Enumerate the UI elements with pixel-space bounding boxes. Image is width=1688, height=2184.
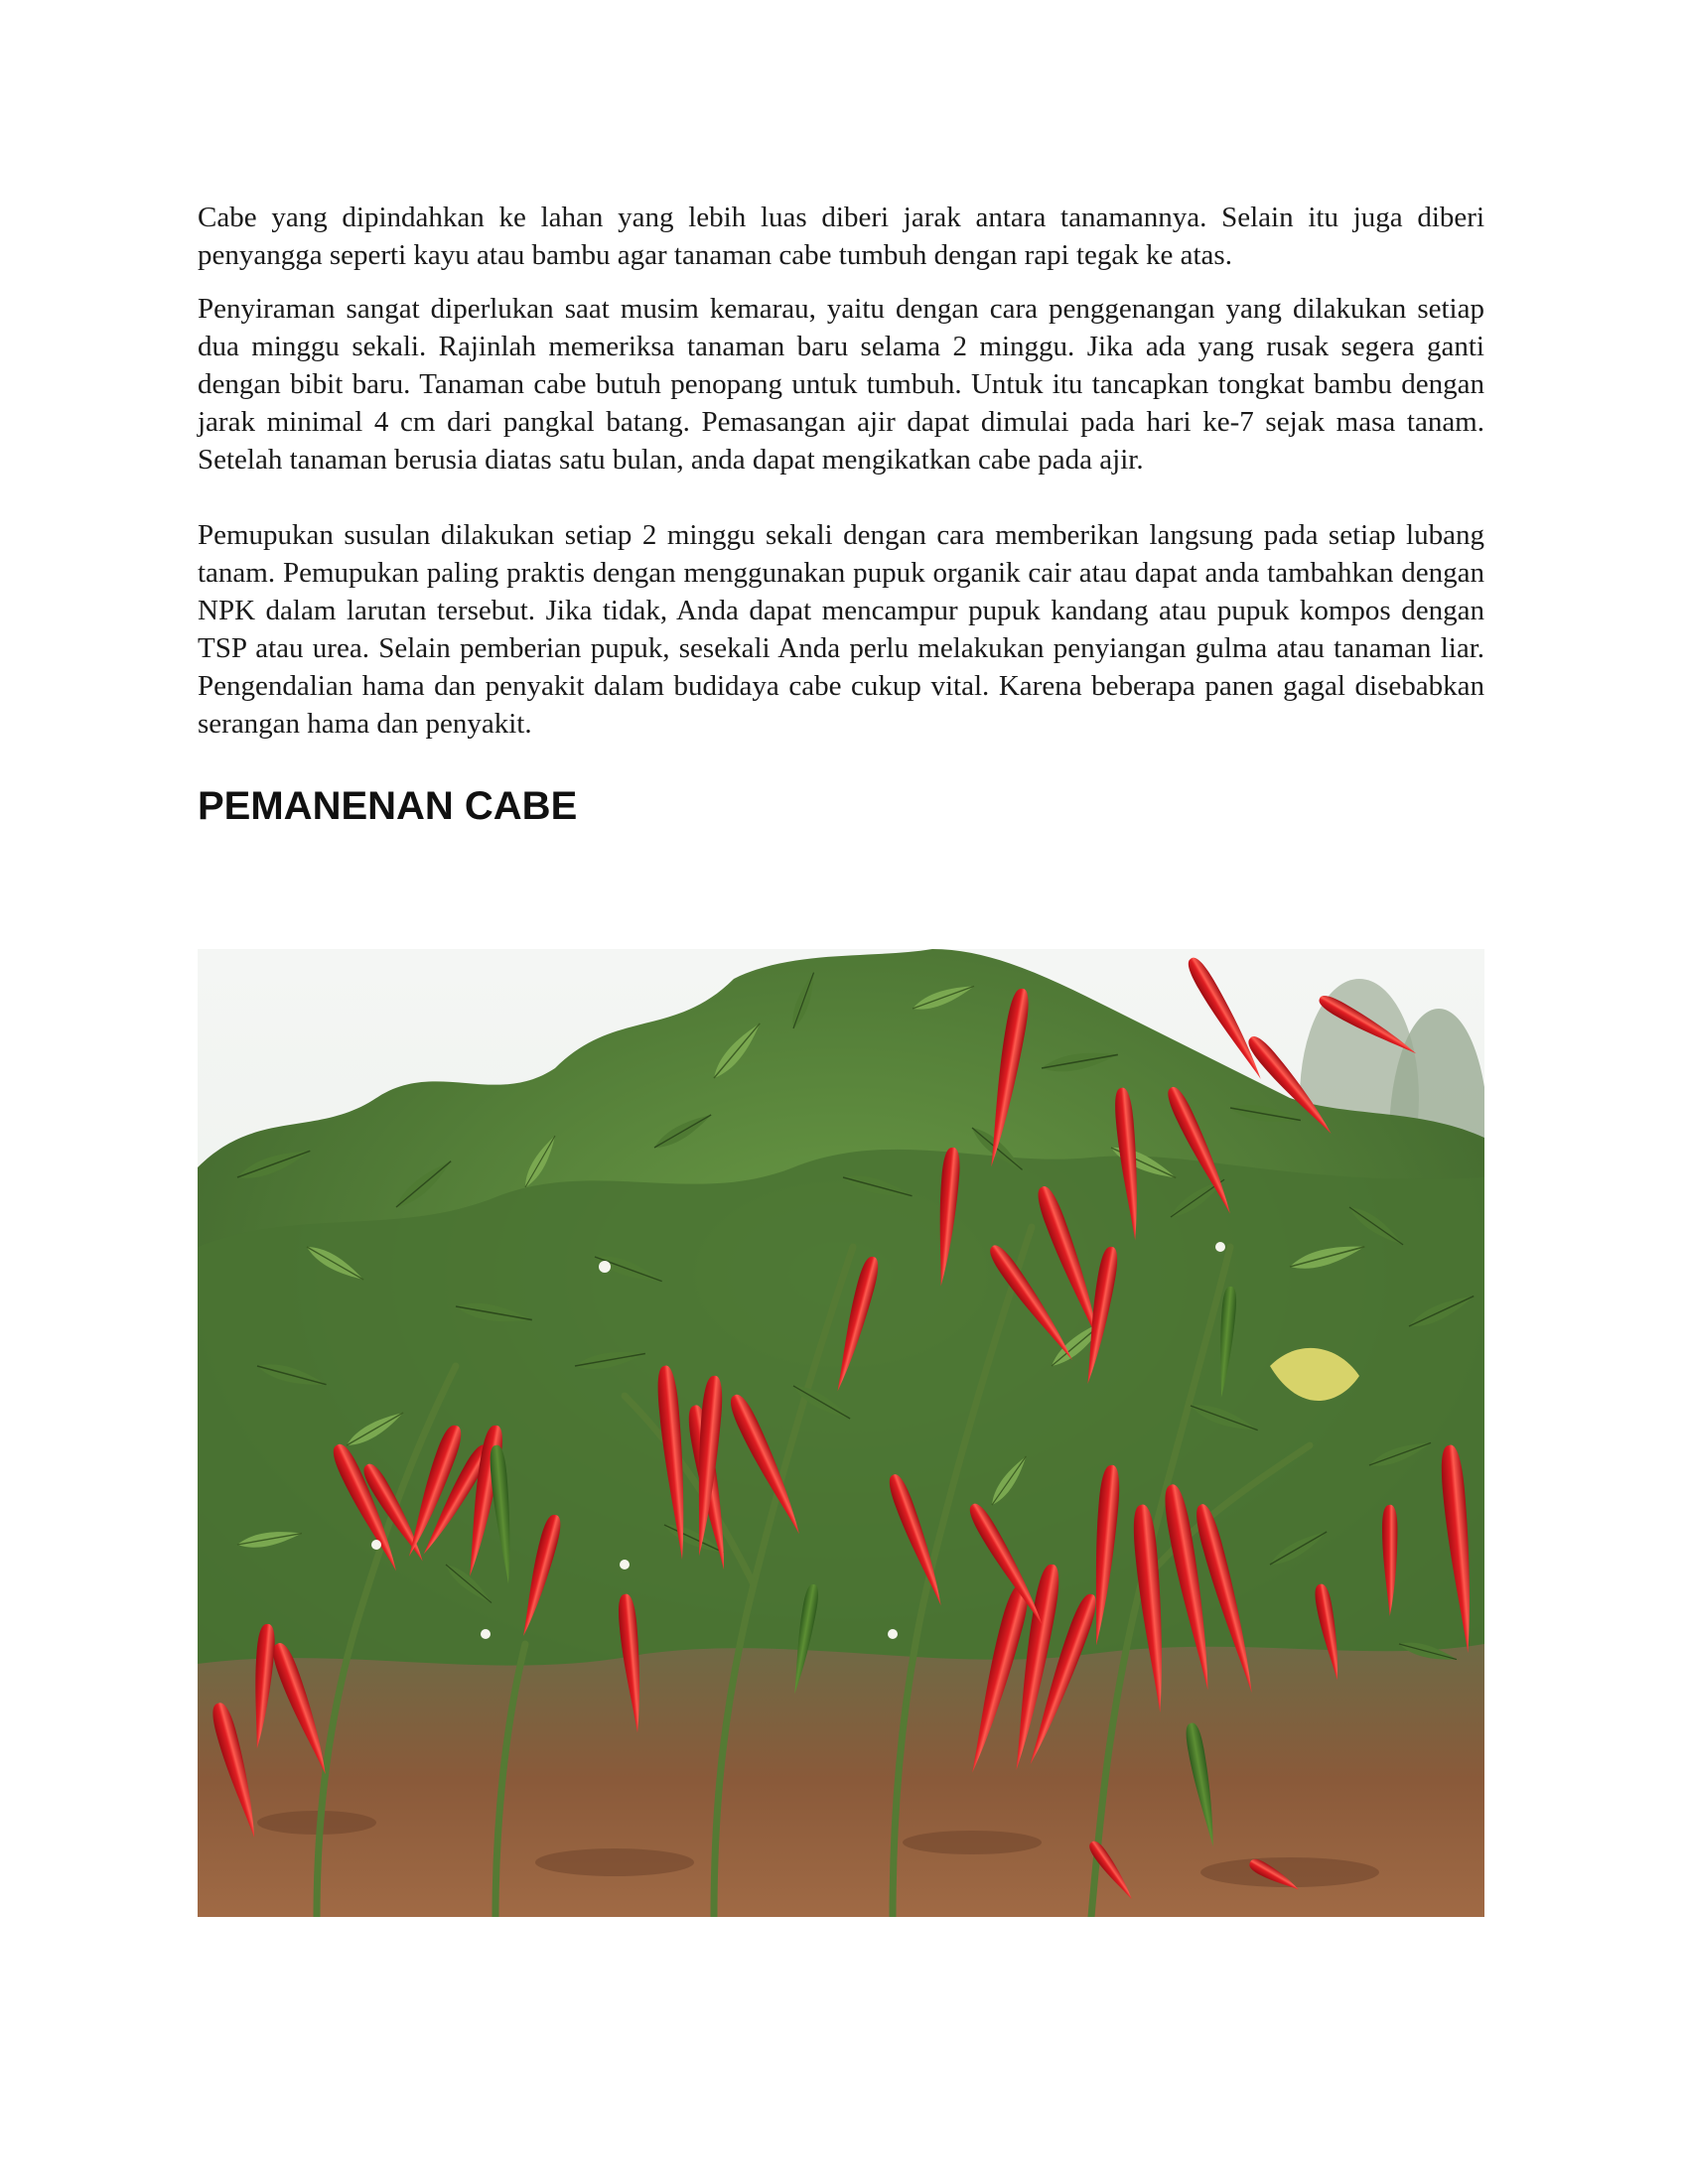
paragraph-fertilizing: Pemupukan susulan dilakukan setiap 2 minggu sekali dengan cara memberikan langsung pada setiap lubang tanam. Pemupukan paling praktis dengan menggunakan pupuk organik cair atau dapat anda tambahkan dengan NPK dalam larutan tersebut. Jika tidak, Anda dapat mencampur pupuk kandang atau pupuk kompos dengan TSP atau urea. Selain pemberian pupuk, sesekali Anda perlu melakukan penyiangan gulma atau tanaman liar. Pengendalian hama dan penyakit dalam budidaya cabe cukup vital. Karena beberapa panen gagal disebabkan serangan hama dan penyakit. [198, 519, 1484, 740]
section-heading: PEMANENAN CABE [198, 784, 578, 828]
paragraph-watering: Penyiraman sangat diperlukan saat musim kemarau, yaitu dengan cara penggenangan yang dilakukan setiap dua minggu sekali. Rajinlah memeriksa tanaman baru selama 2 minggu. Jika ada yang rusak segera ganti dengan bibit baru. Tanaman cabe butuh penopang untuk tumbuh. Untuk itu tancapkan tongkat bambu dengan jarak minimal 4 cm dari pangkal batang. Pemasangan ajir dapat dimulai pada hari ke-7 sejak masa tanam. Setelah tanaman berusia diatas satu bulan, anda dapat mengikatkan cabe pada ajir. [198, 293, 1484, 476]
chili-plants-photo [198, 949, 1484, 1917]
document-page [198, 199, 1484, 850]
paragraph-spacing: Cabe yang dipindahkan ke lahan yang lebih luas diberi jarak antara tanamannya. Selain itu juga diberi penyangga seperti kayu atau bambu agar tanaman cabe tumbuh dengan rapi tegak ke atas. [198, 202, 1484, 271]
